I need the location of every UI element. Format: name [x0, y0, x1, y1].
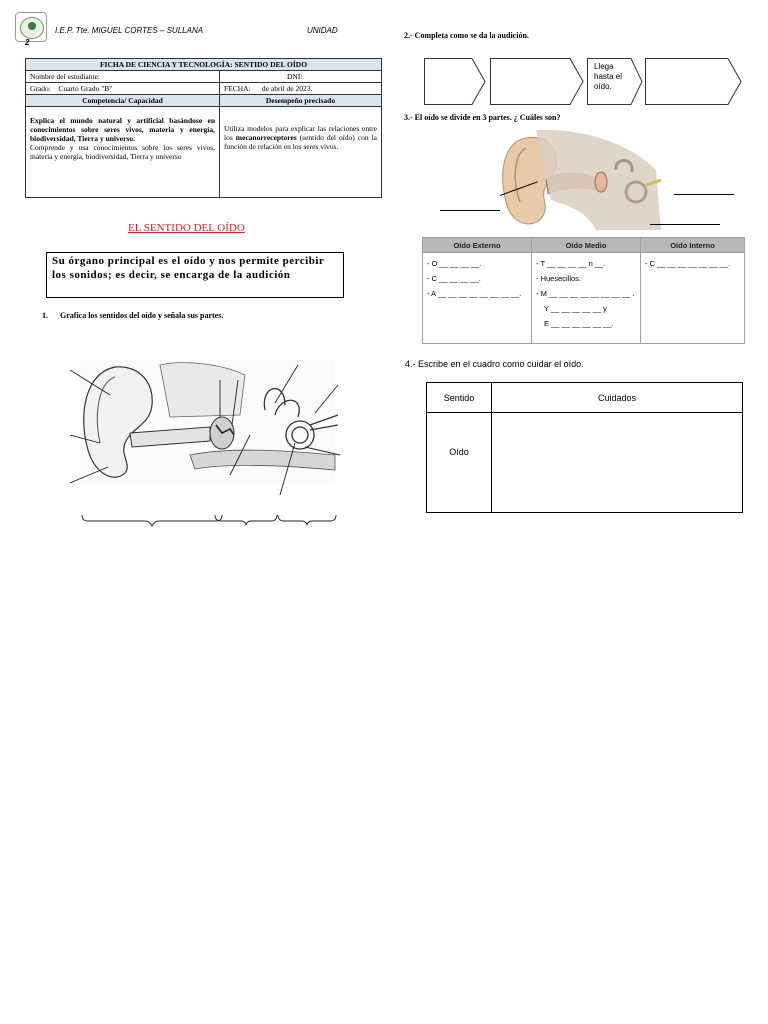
hearing-step-1[interactable] — [424, 58, 486, 105]
step-4-arrow-shape — [645, 58, 742, 105]
competencia-header: Competencia/ Capacidad — [26, 95, 220, 107]
externo-item[interactable]: - C __ __ __ __. — [427, 274, 481, 283]
medio-cell — [532, 253, 641, 344]
interno-item[interactable]: - C __ __ __ __ __ __ __. — [645, 259, 731, 268]
competencia-capacidad: Comprende y usa conocimientos sobre los seres vivos, materia y energía, biodiversidad, Tierra y universo — [30, 143, 215, 161]
hearing-step-4[interactable] — [645, 58, 742, 105]
competencia-cell — [26, 107, 220, 198]
eardrum — [595, 172, 607, 192]
externo-item[interactable]: - A __ __ __ __ __ __ __ __. — [427, 289, 522, 298]
medio-item[interactable]: E __ __ __ __ __ __. — [544, 319, 614, 328]
medio-item[interactable]: - T __ __ __ __ n __. — [536, 259, 606, 268]
ficha-table — [25, 58, 382, 198]
col-oido-externo: Oído Externo — [423, 238, 532, 253]
temporal-bone — [160, 363, 245, 417]
col-sentido: Sentido — [427, 383, 492, 413]
medio-item[interactable]: - M __ __ __ __ __ __ __ __ . — [536, 289, 635, 298]
q4-text: 4.- Escribe en el cuadro como cuidar el oído. — [405, 359, 584, 369]
medio-item[interactable]: Y __ __ __ __ __ y — [544, 304, 607, 313]
school-logo — [15, 12, 47, 42]
row-oido-label: Oído — [427, 413, 492, 513]
school-name: I.E.P. Tte. MIGUEL CORTES – SULLANA — [55, 26, 204, 35]
q2-text: 2.- Completa como se da la audición. — [404, 31, 529, 40]
ear-parts-table — [422, 237, 745, 344]
medio-item: - Huesecillos. — [536, 274, 582, 283]
externo-cell — [423, 253, 532, 344]
step-2-arrow-shape — [490, 58, 584, 105]
answer-line-middle[interactable] — [650, 224, 720, 225]
externo-item[interactable]: - O __ __ __ __. — [427, 259, 482, 268]
grade-label: Grado: — [30, 84, 51, 93]
ear-anatomy-diagram — [70, 355, 345, 530]
care-table — [426, 382, 743, 513]
logo-mark — [28, 22, 36, 30]
grade-field — [26, 83, 220, 95]
step-3-text: Llega hasta el oído. — [594, 62, 623, 91]
dni-field[interactable]: DNI: — [220, 71, 382, 83]
unit-label: UNIDAD — [307, 26, 338, 35]
q3-text: 3.- El oído se divide en 3 partes. ¿ Cuáles son? — [404, 113, 561, 122]
desempeno-header: Desempeño precisado — [220, 95, 382, 107]
section-title: EL SENTIDO DEL OÍDO — [128, 222, 245, 234]
student-name-field[interactable]: Nombre del estudiante: — [26, 71, 220, 83]
answer-line-outer[interactable] — [440, 210, 500, 211]
col-oido-interno: Oído Interno — [641, 238, 745, 253]
answer-line-inner[interactable] — [674, 194, 734, 195]
desempeno-text-1: Utiliza modelos para explicar las relaciones entre los — [224, 124, 377, 142]
step-1-arrow-shape — [424, 58, 486, 105]
desempeno-cell — [220, 107, 382, 198]
grade-value: Cuarto Grado "B" — [58, 84, 113, 93]
col-oido-medio: Oído Medio — [532, 238, 641, 253]
ficha-title: FICHA DE CIENCIA Y TECNOLOGÍA: SENTIDO DEL OÍDO — [26, 59, 382, 71]
unit-number: 2 — [25, 38, 30, 47]
q1-number: 1. — [42, 311, 48, 320]
ear-color-illustration — [496, 130, 661, 230]
date-label: FECHA: — [224, 84, 251, 93]
hearing-step-2[interactable] — [490, 58, 584, 105]
cuidados-answer-cell[interactable] — [492, 413, 743, 513]
date-field[interactable] — [220, 83, 382, 95]
section-braces — [82, 515, 336, 526]
interno-cell — [641, 253, 745, 344]
organ-definition-box: Su órgano principal es el oído y nos permite percibir los sonidos; es decir, se encarga de la audición — [46, 252, 344, 298]
desempeno-keyword: mecanorreceptores — [235, 133, 297, 142]
hearing-step-3 — [587, 58, 643, 105]
col-cuidados: Cuidados — [492, 383, 743, 413]
competencia-main: Explica el mundo natural y artificial basándose en conocimientos sobre seres vivos, materia y energía, biodiversidad, Tierra y universo. — [30, 116, 215, 143]
date-value: de abril de 2023. — [261, 84, 313, 93]
q1-text: Grafica los sentidos del oído y señala sus partes. — [60, 311, 224, 320]
desempeno-text-2: (sentido del oído) con la función de relación en los seres vivos. — [224, 133, 378, 151]
